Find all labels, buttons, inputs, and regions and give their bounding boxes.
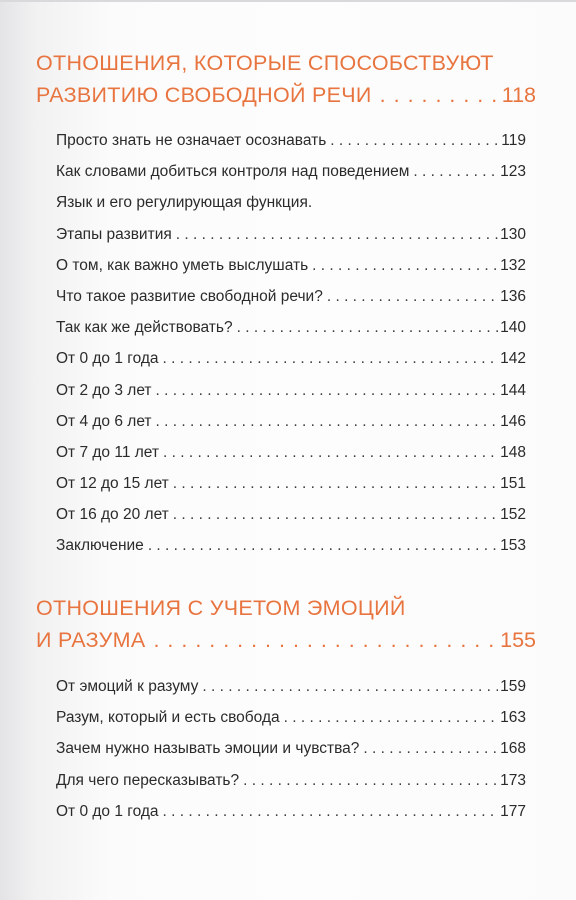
leader-dots (327, 281, 498, 312)
toc-entry[interactable] (56, 343, 526, 374)
toc-entry[interactable] (56, 187, 526, 218)
toc-entry-title: От 0 до 1 года (56, 350, 159, 368)
toc-entry[interactable] (56, 530, 526, 561)
toc-entry-title: От 16 до 20 лет (56, 506, 169, 524)
toc-entry-page: 159 (500, 678, 526, 695)
toc-entry-page: 148 (500, 443, 526, 461)
toc-entry-title: Как словами добиться контроля над поведением (56, 163, 410, 181)
section-heading-2 (36, 592, 536, 656)
toc-entry-title: Этапы развития (56, 225, 172, 243)
toc-entry-page: 151 (500, 475, 526, 493)
toc-entry-page: 119 (501, 132, 526, 149)
toc-entry-page: 163 (500, 709, 526, 727)
section-heading-1-page: 118 (501, 83, 536, 107)
toc-entry-title: Зачем нужно называть эмоции и чувства? (56, 740, 360, 758)
toc-entry[interactable] (56, 156, 526, 187)
section-heading-2-line-1 (36, 592, 536, 624)
toc-entry-page: 142 (500, 350, 526, 368)
leader-dots (237, 312, 499, 343)
toc-entry-title: Язык и его регулирующая функция. (56, 194, 313, 212)
leader-dots (156, 406, 499, 437)
leader-dots (163, 437, 498, 468)
leader-dots (156, 375, 499, 406)
section-heading-2-text-2: И РАЗУМА (36, 628, 146, 652)
toc-entry-title: Для чего пересказывать? (56, 771, 240, 789)
section-heading-1-text-1: ОТНОШЕНИЯ, КОТОРЫЕ СПОСОБСТВУЮТ (36, 51, 494, 75)
toc-entry[interactable] (56, 733, 526, 764)
toc-list-1 (56, 125, 526, 562)
toc-entry[interactable] (56, 312, 526, 343)
section-heading-2-text-1: ОТНОШЕНИЯ С УЧЕТОМ ЭМОЦИЙ (36, 596, 406, 620)
leader-dots (163, 796, 499, 827)
toc-entry-page: 177 (500, 802, 526, 820)
section-heading-1-line-2 (36, 79, 536, 111)
toc-entry-page: 130 (500, 225, 526, 243)
toc-entry-title: Разум, который и есть свобода (56, 709, 280, 727)
toc-entry-title: От 4 до 6 лет (56, 412, 152, 430)
toc-entry[interactable] (56, 468, 526, 499)
toc-entry-title: Просто знать не означает осознавать (56, 132, 327, 149)
toc-entry[interactable] (56, 406, 526, 437)
section-heading-1-text-2: РАЗВИТИЮ СВОБОДНОЙ РЕЧИ (36, 83, 372, 107)
toc-entry[interactable] (56, 765, 526, 796)
toc-entry[interactable] (56, 281, 526, 312)
page-top-edge (0, 0, 576, 2)
toc-entry-title: О том, как важно уметь выслушать (56, 256, 309, 274)
toc-entry[interactable] (56, 250, 526, 281)
toc-entry-page: 123 (500, 163, 526, 181)
leader-dots (202, 671, 498, 702)
toc-entry-page: 136 (500, 287, 526, 305)
leader-dots (243, 765, 498, 796)
toc-entry-page: 152 (500, 506, 526, 524)
toc-entry[interactable] (56, 702, 526, 733)
toc-entry-page: 140 (500, 319, 526, 337)
toc-entry-title: Заключение (56, 537, 144, 555)
toc-entry-page: 146 (500, 412, 526, 430)
leader-dots (330, 125, 499, 156)
section-heading-1-line-1 (36, 47, 536, 79)
toc-entry-page: 144 (500, 381, 526, 399)
toc-entry[interactable] (56, 671, 526, 702)
leader-dots (173, 468, 498, 499)
toc-entry-title: От 2 до 3 лет (56, 381, 152, 399)
toc-entry-title: Так как же действовать? (56, 319, 233, 337)
leader-dots (163, 343, 499, 374)
toc-entry-title: От 0 до 1 года (56, 802, 159, 820)
toc-entry-title: Что такое развитие свободной речи? (56, 287, 323, 305)
section-heading-2-line-2 (36, 624, 536, 656)
toc-entry[interactable] (56, 375, 526, 406)
leader-dots (173, 499, 498, 530)
toc-entry-page: 153 (500, 537, 526, 555)
leader-dots (148, 530, 498, 561)
leader-dots (312, 250, 498, 281)
toc-entry-page: 173 (500, 771, 526, 789)
toc-entry-title: От 7 до 11 лет (56, 443, 160, 461)
leader-dots (153, 624, 496, 656)
toc-entry[interactable] (56, 219, 526, 250)
section-heading-1 (36, 47, 536, 111)
leader-dots (380, 79, 498, 111)
toc-entry[interactable] (56, 796, 526, 827)
section-heading-2-page: 155 (500, 628, 536, 652)
leader-dots (413, 156, 498, 187)
toc-entry[interactable] (56, 437, 526, 468)
toc-entry-page: 168 (500, 740, 526, 758)
toc-list-2 (56, 671, 526, 827)
toc-entry-page: 132 (500, 256, 526, 274)
leader-dots (176, 219, 498, 250)
toc-entry[interactable] (56, 499, 526, 530)
toc-entry-title: От эмоций к разуму (56, 678, 199, 695)
toc-entry-title: От 12 до 15 лет (56, 475, 169, 493)
leader-dots (363, 733, 498, 764)
leader-dots (284, 702, 499, 733)
toc-entry[interactable] (56, 125, 526, 156)
